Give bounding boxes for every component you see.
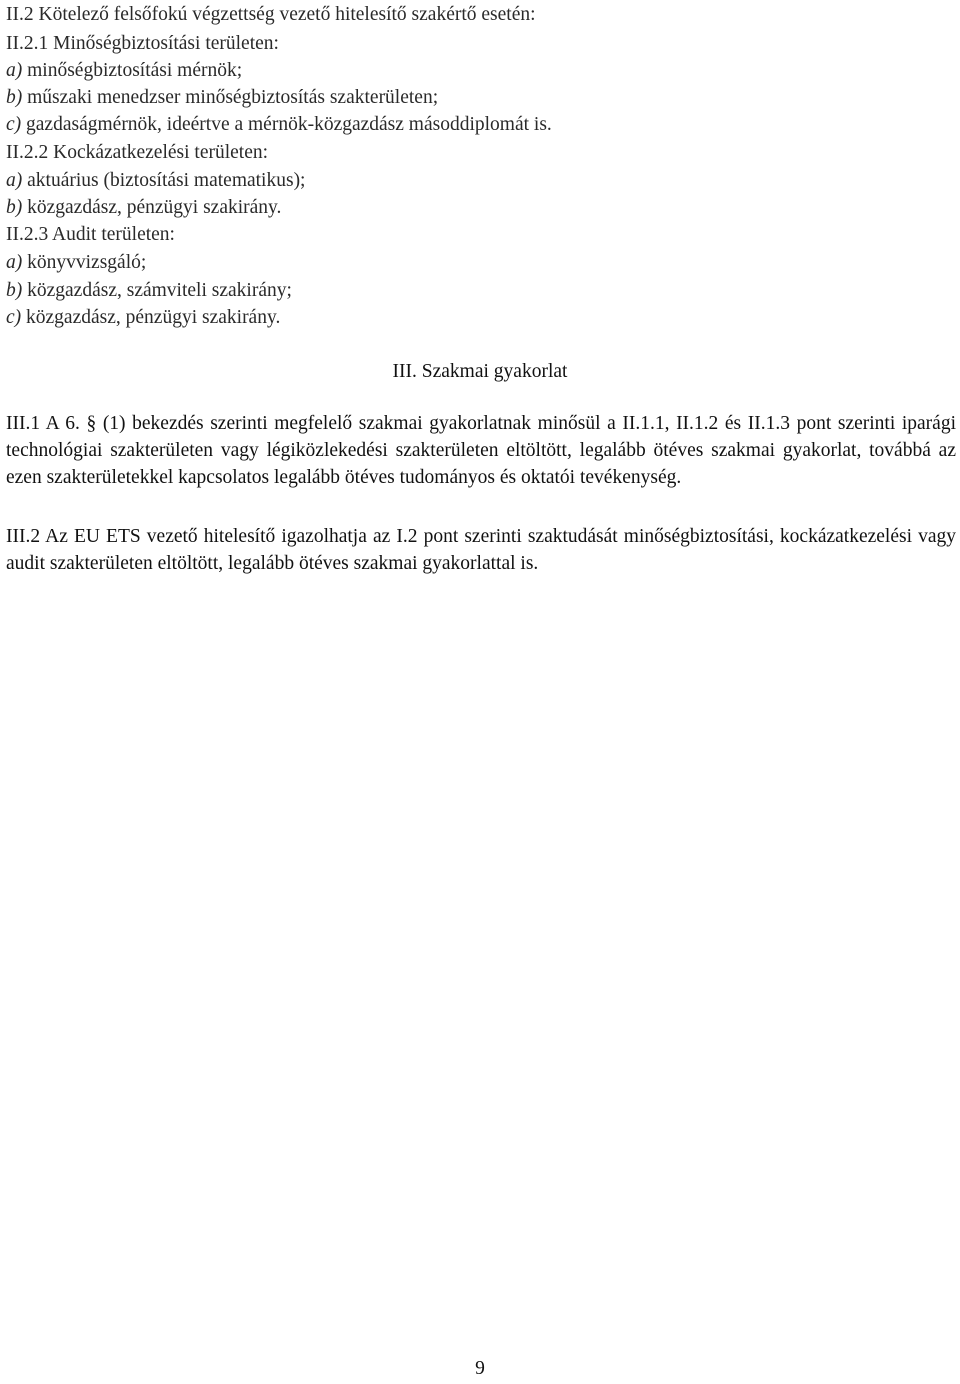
subsection-ii2-3-title: II.2.3 Audit területen: <box>6 224 175 245</box>
item-label: b) <box>6 280 23 301</box>
item-text: gazdaságmérnök, ideértve a mérnök-közgazdász másoddiplomát is. <box>26 114 552 135</box>
page-number: 9 <box>475 1358 485 1379</box>
item-label: a) <box>6 252 23 273</box>
paragraph-iii-2: III.2 Az EU ETS vezető hitelesítő igazolhatja az I.2 pont szerinti szaktudását minőségbiztosítási, kockázatkezelési vagy audit szakterületen eltöltött, legalább ötéves szakmai gyakorlattal is. <box>6 526 956 574</box>
item-text: közgazdász, pénzügyi szakirány. <box>27 197 282 218</box>
item-text: aktuárius (biztosítási matematikus); <box>27 170 306 191</box>
list-item <box>6 58 242 84</box>
list-item <box>6 278 292 304</box>
list-item <box>6 85 438 111</box>
item-label: c) <box>6 307 22 328</box>
list-item <box>6 250 146 276</box>
list-item <box>6 305 280 331</box>
item-text: könyvvizsgáló; <box>27 252 147 273</box>
list-item <box>6 112 552 138</box>
section-ii2-title: II.2 Kötelező felsőfokú végzettség vezető hitelesítő szakértő esetén: <box>6 4 536 25</box>
item-label: a) <box>6 60 23 81</box>
subsection-ii2-1-title: II.2.1 Minőségbiztosítási területen: <box>6 33 279 54</box>
item-label: a) <box>6 170 23 191</box>
item-text: közgazdász, pénzügyi szakirány. <box>26 307 281 328</box>
item-text: minőségbiztosítási mérnök; <box>27 60 243 81</box>
section-iii-heading: III. Szakmai gyakorlat <box>392 361 568 382</box>
item-text: műszaki menedzser minőségbiztosítás szakterületen; <box>27 87 439 108</box>
item-label: c) <box>6 114 22 135</box>
list-item <box>6 195 281 221</box>
item-text: közgazdász, számviteli szakirány; <box>27 280 292 301</box>
paragraph-iii-1: III.1 A 6. § (1) bekezdés szerinti megfelelő szakmai gyakorlatnak minősül a II.1.1, II.1.2 és II.1.3 pont szerinti iparági technológiai szakterületen vagy légiközlekedési szakterületen eltöltött, legalább ötéves szakmai gyakorlat, továbbá az ezen szakterületekkel kapcsolatos legalább ötéves tudományos és oktatói tevékenység. <box>6 413 956 488</box>
item-label: b) <box>6 87 23 108</box>
subsection-ii2-2-title: II.2.2 Kockázatkezelési területen: <box>6 142 269 163</box>
item-label: b) <box>6 197 23 218</box>
list-item <box>6 168 305 194</box>
